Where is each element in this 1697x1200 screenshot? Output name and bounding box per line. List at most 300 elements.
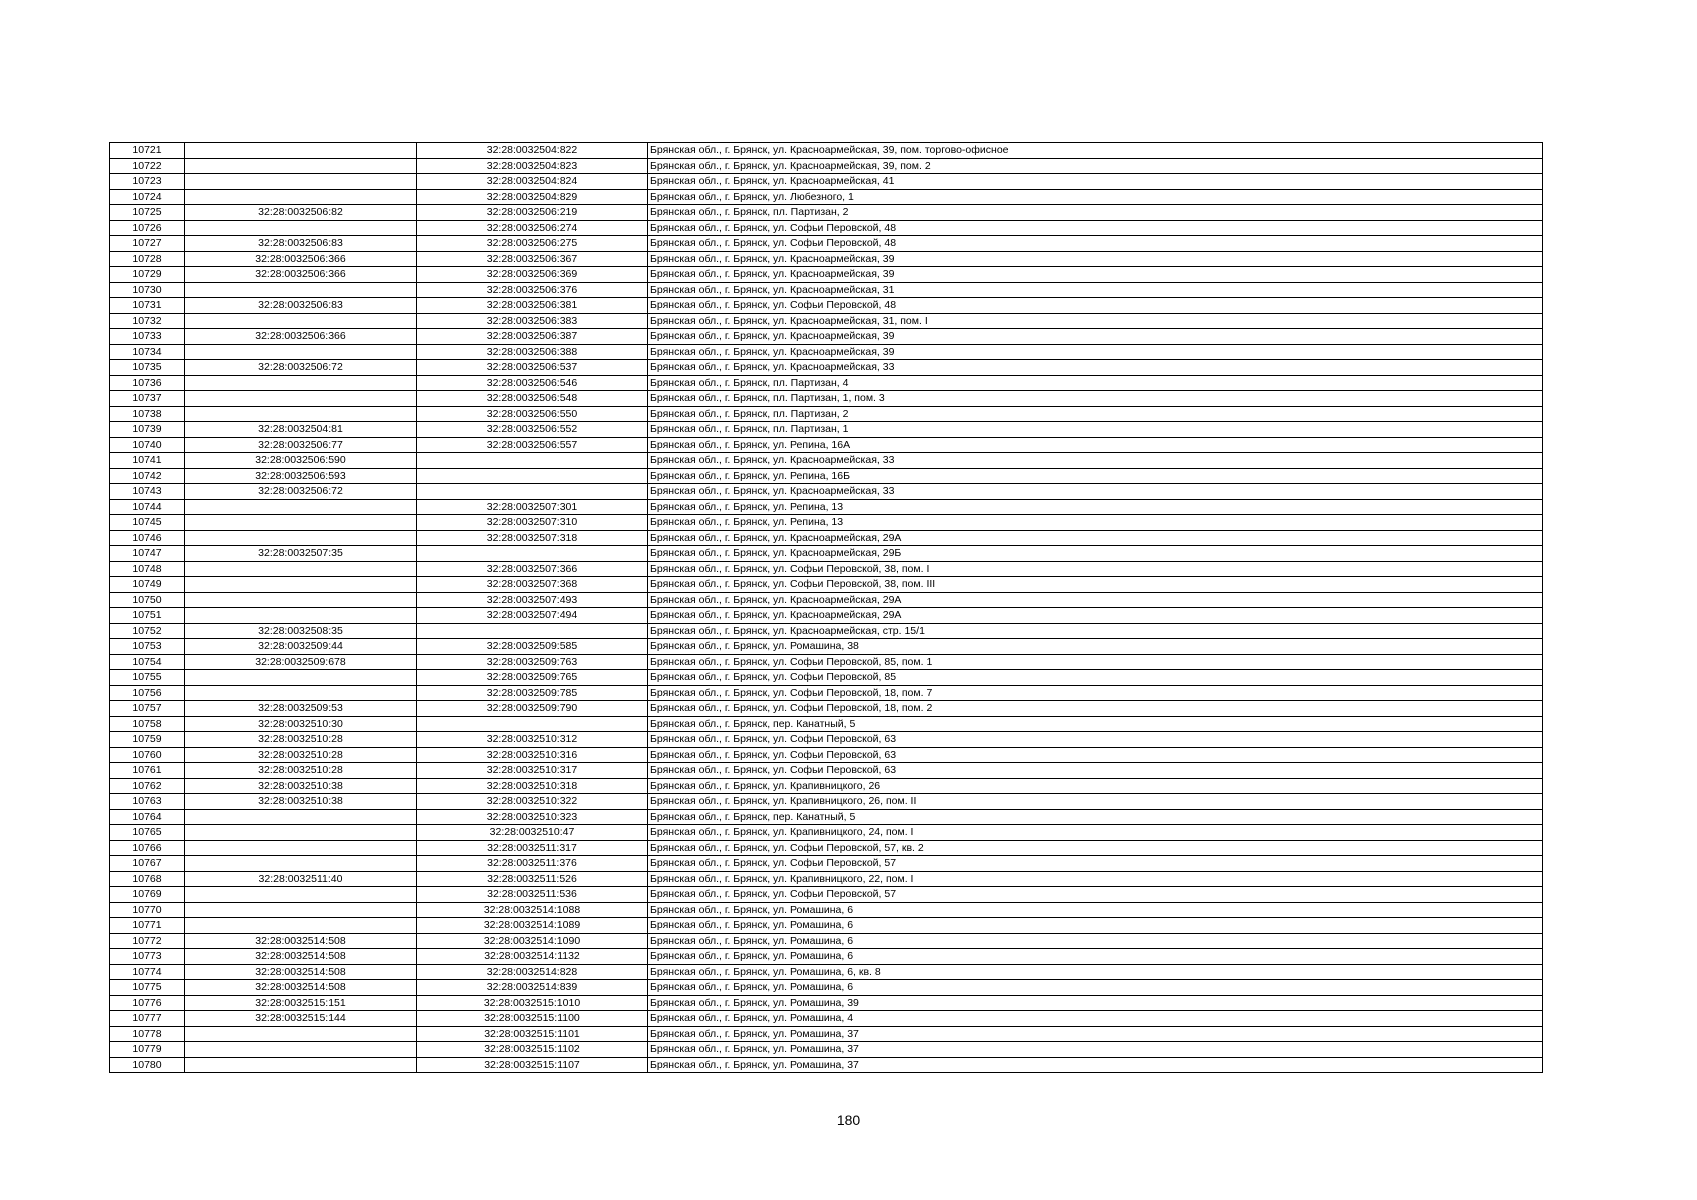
address-cell: Брянская обл., г. Брянск, пер. Канатный, 5 — [648, 716, 1543, 732]
table-row — [110, 453, 1543, 469]
row-number-cell: 10741 — [110, 453, 185, 469]
address-cell: Брянская обл., г. Брянск, ул. Ромашина, 6 — [648, 902, 1543, 918]
object-cadastral-number-cell: 32:28:0032510:312 — [417, 732, 648, 748]
table-row — [110, 158, 1543, 174]
object-cadastral-number-cell: 32:28:0032510:316 — [417, 747, 648, 763]
parcel-cadastral-number-cell: 32:28:0032510:28 — [185, 732, 417, 748]
object-cadastral-number-cell: 32:28:0032510:323 — [417, 809, 648, 825]
object-cadastral-number-cell: 32:28:0032506:376 — [417, 282, 648, 298]
row-number-cell: 10724 — [110, 189, 185, 205]
table-row — [110, 654, 1543, 670]
address-cell: Брянская обл., г. Брянск, ул. Ромашина, 6, кв. 8 — [648, 964, 1543, 980]
parcel-cadastral-number-cell — [185, 1042, 417, 1058]
address-cell: Брянская обл., г. Брянск, ул. Софьи Перовской, 38, пом. I — [648, 561, 1543, 577]
object-cadastral-number-cell: 32:28:0032515:1102 — [417, 1042, 648, 1058]
parcel-cadastral-number-cell: 32:28:0032510:30 — [185, 716, 417, 732]
address-cell: Брянская обл., г. Брянск, ул. Софьи Перовской, 63 — [648, 763, 1543, 779]
object-cadastral-number-cell: 32:28:0032514:839 — [417, 980, 648, 996]
object-cadastral-number-cell: 32:28:0032504:824 — [417, 174, 648, 190]
table-row — [110, 623, 1543, 639]
parcel-cadastral-number-cell: 32:28:0032514:508 — [185, 964, 417, 980]
row-number-cell: 10767 — [110, 856, 185, 872]
address-cell: Брянская обл., г. Брянск, ул. Крапивницкого, 26 — [648, 778, 1543, 794]
row-number-cell: 10738 — [110, 406, 185, 422]
table-row — [110, 1026, 1543, 1042]
parcel-cadastral-number-cell — [185, 143, 417, 159]
address-cell: Брянская обл., г. Брянск, ул. Красноармейская, 39, пом. 2 — [648, 158, 1543, 174]
parcel-cadastral-number-cell — [185, 220, 417, 236]
table-row — [110, 298, 1543, 314]
object-cadastral-number-cell: 32:28:0032510:322 — [417, 794, 648, 810]
parcel-cadastral-number-cell — [185, 592, 417, 608]
parcel-cadastral-number-cell: 32:28:0032508:35 — [185, 623, 417, 639]
parcel-cadastral-number-cell — [185, 902, 417, 918]
object-cadastral-number-cell: 32:28:0032509:763 — [417, 654, 648, 670]
row-number-cell: 10734 — [110, 344, 185, 360]
row-number-cell: 10757 — [110, 701, 185, 717]
row-number-cell: 10760 — [110, 747, 185, 763]
parcel-cadastral-number-cell — [185, 282, 417, 298]
object-cadastral-number-cell: 32:28:0032506:219 — [417, 205, 648, 221]
row-number-cell: 10780 — [110, 1057, 185, 1073]
address-cell: Брянская обл., г. Брянск, пл. Партизан, 2 — [648, 406, 1543, 422]
table-row — [110, 205, 1543, 221]
address-cell: Брянская обл., г. Брянск, пер. Канатный, 5 — [648, 809, 1543, 825]
table-row — [110, 220, 1543, 236]
table-row — [110, 251, 1543, 267]
parcel-cadastral-number-cell: 32:28:0032506:593 — [185, 468, 417, 484]
object-cadastral-number-cell — [417, 484, 648, 500]
row-number-cell: 10763 — [110, 794, 185, 810]
page-number: 180 — [836, 1112, 861, 1128]
registry-table — [109, 142, 1543, 1073]
table-row — [110, 437, 1543, 453]
table-row — [110, 639, 1543, 655]
object-cadastral-number-cell: 32:28:0032506:557 — [417, 437, 648, 453]
table-row — [110, 313, 1543, 329]
parcel-cadastral-number-cell — [185, 1026, 417, 1042]
row-number-cell: 10765 — [110, 825, 185, 841]
address-cell: Брянская обл., г. Брянск, ул. Красноармейская, 41 — [648, 174, 1543, 190]
table-row — [110, 794, 1543, 810]
object-cadastral-number-cell — [417, 623, 648, 639]
parcel-cadastral-number-cell: 32:28:0032510:28 — [185, 763, 417, 779]
object-cadastral-number-cell: 32:28:0032506:550 — [417, 406, 648, 422]
object-cadastral-number-cell: 32:28:0032509:765 — [417, 670, 648, 686]
table-row — [110, 561, 1543, 577]
parcel-cadastral-number-cell — [185, 887, 417, 903]
address-cell: Брянская обл., г. Брянск, ул. Красноармейская, 39 — [648, 251, 1543, 267]
table-row — [110, 391, 1543, 407]
object-cadastral-number-cell: 32:28:0032506:388 — [417, 344, 648, 360]
table-row — [110, 825, 1543, 841]
object-cadastral-number-cell: 32:28:0032514:1132 — [417, 949, 648, 965]
registry-table-body — [110, 143, 1543, 1073]
row-number-cell: 10779 — [110, 1042, 185, 1058]
row-number-cell: 10739 — [110, 422, 185, 438]
table-row — [110, 236, 1543, 252]
table-row — [110, 282, 1543, 298]
object-cadastral-number-cell: 32:28:0032506:537 — [417, 360, 648, 376]
row-number-cell: 10755 — [110, 670, 185, 686]
address-cell: Брянская обл., г. Брянск, ул. Красноармейская, 31 — [648, 282, 1543, 298]
object-cadastral-number-cell: 32:28:0032509:790 — [417, 701, 648, 717]
address-cell: Брянская обл., г. Брянск, ул. Красноармейская, 29А — [648, 592, 1543, 608]
object-cadastral-number-cell: 32:28:0032507:493 — [417, 592, 648, 608]
address-cell: Брянская обл., г. Брянск, ул. Софьи Перовской, 48 — [648, 236, 1543, 252]
row-number-cell: 10772 — [110, 933, 185, 949]
parcel-cadastral-number-cell — [185, 840, 417, 856]
table-row — [110, 964, 1543, 980]
table-row — [110, 871, 1543, 887]
address-cell: Брянская обл., г. Брянск, ул. Крапивницкого, 24, пом. I — [648, 825, 1543, 841]
address-cell: Брянская обл., г. Брянск, ул. Ромашина, 4 — [648, 1011, 1543, 1027]
table-row — [110, 933, 1543, 949]
object-cadastral-number-cell: 32:28:0032507:318 — [417, 530, 648, 546]
address-cell: Брянская обл., г. Брянск, ул. Софьи Перовской, 48 — [648, 220, 1543, 236]
row-number-cell: 10740 — [110, 437, 185, 453]
row-number-cell: 10736 — [110, 375, 185, 391]
object-cadastral-number-cell: 32:28:0032506:546 — [417, 375, 648, 391]
row-number-cell: 10751 — [110, 608, 185, 624]
parcel-cadastral-number-cell — [185, 1057, 417, 1073]
address-cell: Брянская обл., г. Брянск, ул. Красноармейская, 39 — [648, 267, 1543, 283]
row-number-cell: 10775 — [110, 980, 185, 996]
row-number-cell: 10730 — [110, 282, 185, 298]
table-row — [110, 577, 1543, 593]
address-cell: Брянская обл., г. Брянск, ул. Красноармейская, 33 — [648, 360, 1543, 376]
parcel-cadastral-number-cell — [185, 189, 417, 205]
row-number-cell: 10725 — [110, 205, 185, 221]
table-row — [110, 995, 1543, 1011]
parcel-cadastral-number-cell: 32:28:0032506:77 — [185, 437, 417, 453]
parcel-cadastral-number-cell: 32:28:0032510:38 — [185, 778, 417, 794]
row-number-cell: 10727 — [110, 236, 185, 252]
object-cadastral-number-cell: 32:28:0032506:548 — [417, 391, 648, 407]
row-number-cell: 10756 — [110, 685, 185, 701]
row-number-cell: 10728 — [110, 251, 185, 267]
object-cadastral-number-cell: 32:28:0032515:1101 — [417, 1026, 648, 1042]
object-cadastral-number-cell: 32:28:0032507:310 — [417, 515, 648, 531]
address-cell: Брянская обл., г. Брянск, ул. Красноармейская, 33 — [648, 484, 1543, 500]
parcel-cadastral-number-cell: 32:28:0032506:72 — [185, 484, 417, 500]
object-cadastral-number-cell: 32:28:0032509:785 — [417, 685, 648, 701]
table-row — [110, 189, 1543, 205]
parcel-cadastral-number-cell — [185, 809, 417, 825]
table-row — [110, 918, 1543, 934]
address-cell: Брянская обл., г. Брянск, ул. Красноармейская, 31, пом. I — [648, 313, 1543, 329]
row-number-cell: 10778 — [110, 1026, 185, 1042]
table-row — [110, 732, 1543, 748]
row-number-cell: 10768 — [110, 871, 185, 887]
object-cadastral-number-cell: 32:28:0032514:1088 — [417, 902, 648, 918]
table-row — [110, 980, 1543, 996]
parcel-cadastral-number-cell: 32:28:0032509:44 — [185, 639, 417, 655]
object-cadastral-number-cell: 32:28:0032510:317 — [417, 763, 648, 779]
address-cell: Брянская обл., г. Брянск, ул. Ромашина, 39 — [648, 995, 1543, 1011]
object-cadastral-number-cell: 32:28:0032507:366 — [417, 561, 648, 577]
object-cadastral-number-cell: 32:28:0032510:318 — [417, 778, 648, 794]
table-row — [110, 1011, 1543, 1027]
address-cell: Брянская обл., г. Брянск, ул. Софьи Перовской, 57 — [648, 856, 1543, 872]
table-row — [110, 468, 1543, 484]
row-number-cell: 10744 — [110, 499, 185, 515]
row-number-cell: 10769 — [110, 887, 185, 903]
parcel-cadastral-number-cell — [185, 344, 417, 360]
row-number-cell: 10726 — [110, 220, 185, 236]
parcel-cadastral-number-cell: 32:28:0032504:81 — [185, 422, 417, 438]
table-row — [110, 747, 1543, 763]
parcel-cadastral-number-cell — [185, 856, 417, 872]
row-number-cell: 10737 — [110, 391, 185, 407]
address-cell: Брянская обл., г. Брянск, пл. Партизан, 1 — [648, 422, 1543, 438]
address-cell: Брянская обл., г. Брянск, ул. Красноармейская, 39, пом. торгово-офисное — [648, 143, 1543, 159]
address-cell: Брянская обл., г. Брянск, ул. Красноармейская, 33 — [648, 453, 1543, 469]
object-cadastral-number-cell — [417, 716, 648, 732]
table-row — [110, 670, 1543, 686]
table-row — [110, 267, 1543, 283]
address-cell: Брянская обл., г. Брянск, ул. Софьи Перовской, 57, кв. 2 — [648, 840, 1543, 856]
row-number-cell: 10777 — [110, 1011, 185, 1027]
table-row — [110, 422, 1543, 438]
address-cell: Брянская обл., г. Брянск, ул. Софьи Перовской, 38, пом. III — [648, 577, 1543, 593]
object-cadastral-number-cell: 32:28:0032506:367 — [417, 251, 648, 267]
address-cell: Брянская обл., г. Брянск, ул. Красноармейская, 29А — [648, 530, 1543, 546]
parcel-cadastral-number-cell: 32:28:0032506:83 — [185, 298, 417, 314]
table-row — [110, 856, 1543, 872]
parcel-cadastral-number-cell: 32:28:0032514:508 — [185, 949, 417, 965]
table-row — [110, 344, 1543, 360]
object-cadastral-number-cell: 32:28:0032514:1090 — [417, 933, 648, 949]
table-row — [110, 949, 1543, 965]
object-cadastral-number-cell: 32:28:0032504:822 — [417, 143, 648, 159]
address-cell: Брянская обл., г. Брянск, ул. Красноармейская, 39 — [648, 329, 1543, 345]
address-cell: Брянская обл., г. Брянск, ул. Ромашина, 37 — [648, 1026, 1543, 1042]
object-cadastral-number-cell: 32:28:0032506:274 — [417, 220, 648, 236]
object-cadastral-number-cell: 32:28:0032504:829 — [417, 189, 648, 205]
row-number-cell: 10762 — [110, 778, 185, 794]
row-number-cell: 10753 — [110, 639, 185, 655]
table-row — [110, 685, 1543, 701]
row-number-cell: 10754 — [110, 654, 185, 670]
row-number-cell: 10732 — [110, 313, 185, 329]
parcel-cadastral-number-cell: 32:28:0032507:35 — [185, 546, 417, 562]
address-cell: Брянская обл., г. Брянск, ул. Крапивницкого, 22, пом. I — [648, 871, 1543, 887]
object-cadastral-number-cell: 32:28:0032515:1100 — [417, 1011, 648, 1027]
address-cell: Брянская обл., г. Брянск, ул. Софьи Перовской, 18, пом. 2 — [648, 701, 1543, 717]
address-cell: Брянская обл., г. Брянск, пл. Партизан, 2 — [648, 205, 1543, 221]
object-cadastral-number-cell: 32:28:0032511:526 — [417, 871, 648, 887]
table-row — [110, 530, 1543, 546]
parcel-cadastral-number-cell: 32:28:0032509:53 — [185, 701, 417, 717]
object-cadastral-number-cell: 32:28:0032506:381 — [417, 298, 648, 314]
table-row — [110, 515, 1543, 531]
table-row — [110, 592, 1543, 608]
parcel-cadastral-number-cell — [185, 158, 417, 174]
object-cadastral-number-cell — [417, 453, 648, 469]
table-row — [110, 902, 1543, 918]
object-cadastral-number-cell: 32:28:0032514:1089 — [417, 918, 648, 934]
row-number-cell: 10774 — [110, 964, 185, 980]
table-row — [110, 778, 1543, 794]
address-cell: Брянская обл., г. Брянск, ул. Красноармейская, 39 — [648, 344, 1543, 360]
table-row — [110, 716, 1543, 732]
address-cell: Брянская обл., г. Брянск, ул. Софьи Перовской, 85, пом. 1 — [648, 654, 1543, 670]
object-cadastral-number-cell: 32:28:0032507:301 — [417, 499, 648, 515]
address-cell: Брянская обл., г. Брянск, ул. Софьи Перовской, 85 — [648, 670, 1543, 686]
address-cell: Брянская обл., г. Брянск, ул. Красноармейская, стр. 15/1 — [648, 623, 1543, 639]
object-cadastral-number-cell: 32:28:0032514:828 — [417, 964, 648, 980]
parcel-cadastral-number-cell — [185, 561, 417, 577]
row-number-cell: 10764 — [110, 809, 185, 825]
address-cell: Брянская обл., г. Брянск, ул. Ромашина, 37 — [648, 1042, 1543, 1058]
row-number-cell: 10742 — [110, 468, 185, 484]
table-row — [110, 484, 1543, 500]
object-cadastral-number-cell: 32:28:0032506:369 — [417, 267, 648, 283]
row-number-cell: 10761 — [110, 763, 185, 779]
parcel-cadastral-number-cell — [185, 530, 417, 546]
parcel-cadastral-number-cell: 32:28:0032514:508 — [185, 980, 417, 996]
object-cadastral-number-cell: 32:28:0032511:376 — [417, 856, 648, 872]
address-cell: Брянская обл., г. Брянск, пл. Партизан, 4 — [648, 375, 1543, 391]
parcel-cadastral-number-cell: 32:28:0032511:40 — [185, 871, 417, 887]
object-cadastral-number-cell: 32:28:0032507:494 — [417, 608, 648, 624]
table-row — [110, 360, 1543, 376]
address-cell: Брянская обл., г. Брянск, ул. Репина, 16А — [648, 437, 1543, 453]
address-cell: Брянская обл., г. Брянск, ул. Ромашина, 37 — [648, 1057, 1543, 1073]
parcel-cadastral-number-cell: 32:28:0032506:366 — [185, 329, 417, 345]
parcel-cadastral-number-cell — [185, 670, 417, 686]
address-cell: Брянская обл., г. Брянск, ул. Ромашина, 6 — [648, 918, 1543, 934]
address-cell: Брянская обл., г. Брянск, ул. Репина, 13 — [648, 499, 1543, 515]
address-cell: Брянская обл., г. Брянск, ул. Ромашина, 38 — [648, 639, 1543, 655]
parcel-cadastral-number-cell — [185, 685, 417, 701]
address-cell: Брянская обл., г. Брянск, ул. Репина, 16Б — [648, 468, 1543, 484]
row-number-cell: 10766 — [110, 840, 185, 856]
row-number-cell: 10750 — [110, 592, 185, 608]
address-cell: Брянская обл., г. Брянск, ул. Софьи Перовской, 48 — [648, 298, 1543, 314]
address-cell: Брянская обл., г. Брянск, ул. Репина, 13 — [648, 515, 1543, 531]
row-number-cell: 10759 — [110, 732, 185, 748]
table-row — [110, 840, 1543, 856]
parcel-cadastral-number-cell — [185, 313, 417, 329]
parcel-cadastral-number-cell: 32:28:0032506:366 — [185, 251, 417, 267]
row-number-cell: 10721 — [110, 143, 185, 159]
row-number-cell: 10758 — [110, 716, 185, 732]
parcel-cadastral-number-cell: 32:28:0032510:38 — [185, 794, 417, 810]
address-cell: Брянская обл., г. Брянск, ул. Красноармейская, 29Б — [648, 546, 1543, 562]
parcel-cadastral-number-cell — [185, 174, 417, 190]
row-number-cell: 10746 — [110, 530, 185, 546]
object-cadastral-number-cell: 32:28:0032504:823 — [417, 158, 648, 174]
row-number-cell: 10749 — [110, 577, 185, 593]
address-cell: Брянская обл., г. Брянск, ул. Любезного, 1 — [648, 189, 1543, 205]
parcel-cadastral-number-cell: 32:28:0032506:82 — [185, 205, 417, 221]
parcel-cadastral-number-cell — [185, 515, 417, 531]
parcel-cadastral-number-cell: 32:28:0032506:72 — [185, 360, 417, 376]
table-row — [110, 174, 1543, 190]
row-number-cell: 10745 — [110, 515, 185, 531]
row-number-cell: 10729 — [110, 267, 185, 283]
parcel-cadastral-number-cell — [185, 499, 417, 515]
parcel-cadastral-number-cell: 32:28:0032515:151 — [185, 995, 417, 1011]
row-number-cell: 10776 — [110, 995, 185, 1011]
address-cell: Брянская обл., г. Брянск, ул. Софьи Перовской, 18, пом. 7 — [648, 685, 1543, 701]
address-cell: Брянская обл., г. Брянск, пл. Партизан, 1, пом. 3 — [648, 391, 1543, 407]
address-cell: Брянская обл., г. Брянск, ул. Ромашина, 6 — [648, 949, 1543, 965]
row-number-cell: 10743 — [110, 484, 185, 500]
table-row — [110, 1057, 1543, 1073]
object-cadastral-number-cell: 32:28:0032510:47 — [417, 825, 648, 841]
parcel-cadastral-number-cell: 32:28:0032506:590 — [185, 453, 417, 469]
parcel-cadastral-number-cell — [185, 825, 417, 841]
object-cadastral-number-cell: 32:28:0032515:1107 — [417, 1057, 648, 1073]
row-number-cell: 10770 — [110, 902, 185, 918]
row-number-cell: 10748 — [110, 561, 185, 577]
address-cell: Брянская обл., г. Брянск, ул. Красноармейская, 29А — [648, 608, 1543, 624]
row-number-cell: 10771 — [110, 918, 185, 934]
parcel-cadastral-number-cell: 32:28:0032515:144 — [185, 1011, 417, 1027]
parcel-cadastral-number-cell — [185, 608, 417, 624]
table-row — [110, 809, 1543, 825]
parcel-cadastral-number-cell — [185, 918, 417, 934]
address-cell: Брянская обл., г. Брянск, ул. Ромашина, 6 — [648, 980, 1543, 996]
table-row — [110, 375, 1543, 391]
table-row — [110, 329, 1543, 345]
address-cell: Брянская обл., г. Брянск, ул. Софьи Перовской, 63 — [648, 732, 1543, 748]
address-cell: Брянская обл., г. Брянск, ул. Софьи Перовской, 57 — [648, 887, 1543, 903]
address-cell: Брянская обл., г. Брянск, ул. Ромашина, 6 — [648, 933, 1543, 949]
table-row — [110, 499, 1543, 515]
address-cell: Брянская обл., г. Брянск, ул. Софьи Перовской, 63 — [648, 747, 1543, 763]
table-row — [110, 608, 1543, 624]
table-row — [110, 143, 1543, 159]
parcel-cadastral-number-cell — [185, 406, 417, 422]
object-cadastral-number-cell: 32:28:0032515:1010 — [417, 995, 648, 1011]
parcel-cadastral-number-cell — [185, 391, 417, 407]
parcel-cadastral-number-cell: 32:28:0032506:366 — [185, 267, 417, 283]
row-number-cell: 10731 — [110, 298, 185, 314]
row-number-cell: 10735 — [110, 360, 185, 376]
table-row — [110, 1042, 1543, 1058]
row-number-cell: 10773 — [110, 949, 185, 965]
table-row — [110, 546, 1543, 562]
object-cadastral-number-cell: 32:28:0032506:275 — [417, 236, 648, 252]
object-cadastral-number-cell: 32:28:0032506:383 — [417, 313, 648, 329]
table-row — [110, 406, 1543, 422]
object-cadastral-number-cell — [417, 546, 648, 562]
object-cadastral-number-cell — [417, 468, 648, 484]
parcel-cadastral-number-cell — [185, 577, 417, 593]
row-number-cell: 10752 — [110, 623, 185, 639]
address-cell: Брянская обл., г. Брянск, ул. Крапивницкого, 26, пом. II — [648, 794, 1543, 810]
table-row — [110, 887, 1543, 903]
row-number-cell: 10747 — [110, 546, 185, 562]
table-row — [110, 701, 1543, 717]
object-cadastral-number-cell: 32:28:0032507:368 — [417, 577, 648, 593]
row-number-cell: 10722 — [110, 158, 185, 174]
object-cadastral-number-cell: 32:28:0032511:536 — [417, 887, 648, 903]
table-row — [110, 763, 1543, 779]
object-cadastral-number-cell: 32:28:0032511:317 — [417, 840, 648, 856]
row-number-cell: 10723 — [110, 174, 185, 190]
object-cadastral-number-cell: 32:28:0032509:585 — [417, 639, 648, 655]
parcel-cadastral-number-cell: 32:28:0032509:678 — [185, 654, 417, 670]
parcel-cadastral-number-cell: 32:28:0032506:83 — [185, 236, 417, 252]
parcel-cadastral-number-cell: 32:28:0032510:28 — [185, 747, 417, 763]
object-cadastral-number-cell: 32:28:0032506:387 — [417, 329, 648, 345]
row-number-cell: 10733 — [110, 329, 185, 345]
